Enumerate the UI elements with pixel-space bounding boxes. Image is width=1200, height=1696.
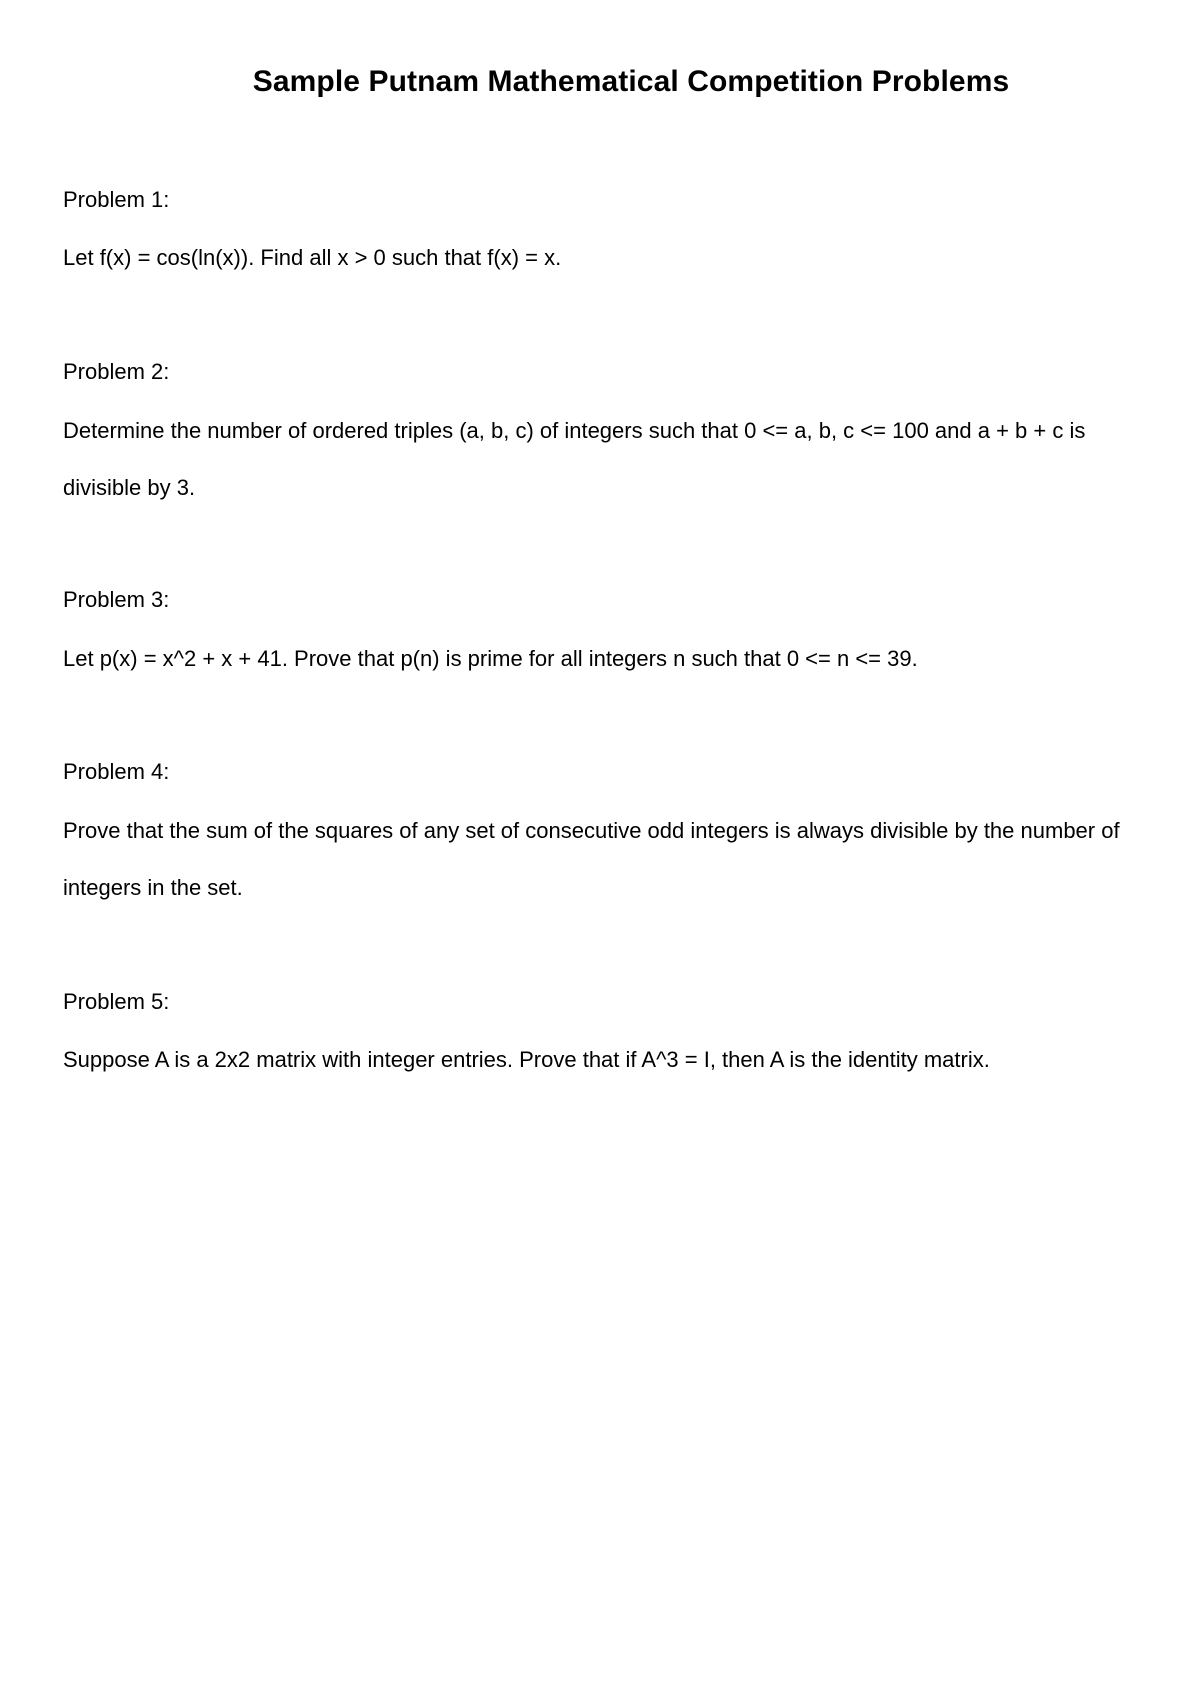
problem-statement: Determine the number of ordered triples (a, b, c) of integers such that 0 <= a, b, c <= 100 and a + b + c is divisible by 3. [63,418,1086,500]
problem-heading: Problem 5: [63,989,170,1014]
problem-statement: Suppose A is a 2x2 matrix with integer entries. Prove that if A^3 = I, then A is the identity matrix. [63,1047,990,1072]
problem-heading: Problem 2: [63,359,170,384]
problem-heading: Problem 1: [63,187,170,212]
problem-statement: Let p(x) = x^2 + x + 41. Prove that p(n) is prime for all integers n such that 0 <= n <= 39. [63,646,918,671]
problem-heading: Problem 3: [63,587,170,612]
document-title: Sample Putnam Mathematical Competition Problems [252,65,1010,98]
problem-heading: Problem 4: [63,759,170,784]
problem-statement: Prove that the sum of the squares of any set of consecutive odd integers is always divisible by the number of integers in the set. [63,818,1120,900]
problem-statement: Let f(x) = cos(ln(x)). Find all x > 0 such that f(x) = x. [63,245,562,270]
